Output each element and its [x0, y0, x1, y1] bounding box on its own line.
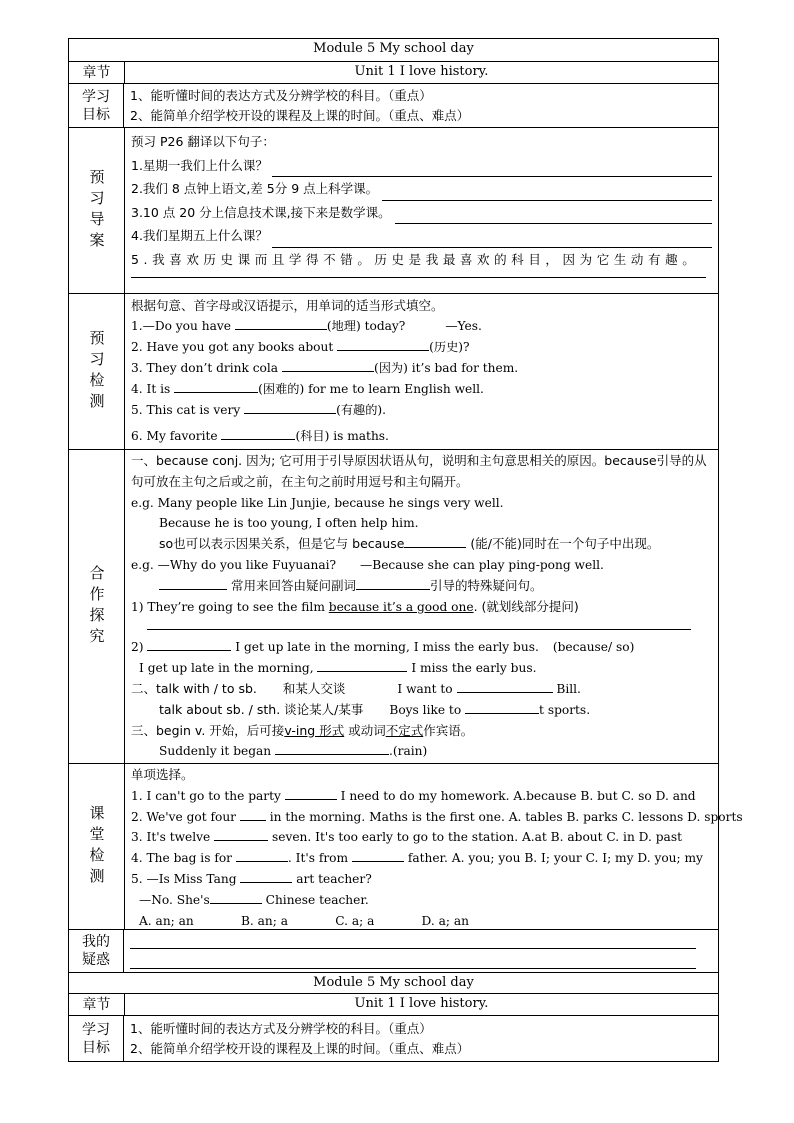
- example-sentence: Because he is too young, I often help him.: [159, 516, 419, 531]
- section-label: 章节: [69, 994, 125, 1015]
- goals-label: 学习目标: [69, 84, 124, 127]
- goal-item: 1、能听懂时间的表达方式及分辨学校的科目。（重点）: [130, 88, 432, 103]
- translate-item: 2.我们 8 点钟上语文,差 5分 9 点上科学课。: [131, 177, 712, 201]
- answer-blank[interactable]: [404, 534, 466, 548]
- preview-check-body: [125, 294, 718, 449]
- unit-row-repeat: [69, 993, 718, 1015]
- fill-item: 2. Have you got any books about (历史)?: [131, 337, 712, 358]
- answer-blank[interactable]: [285, 786, 337, 800]
- answer-blank[interactable]: [221, 426, 295, 440]
- fill-item: 5. This cat is very (有趣的).: [131, 400, 712, 421]
- answer-blank[interactable]: [275, 741, 389, 755]
- answer-blank[interactable]: [317, 658, 407, 672]
- answer-blank[interactable]: [465, 700, 539, 714]
- fill-item: 3. They don’t drink cola (因为) it’s bad for them.: [131, 358, 712, 379]
- class-check-row: [69, 763, 743, 929]
- answer-blank[interactable]: [240, 869, 292, 883]
- preview-guide-row: [69, 127, 718, 293]
- task-answer-line: [131, 617, 712, 637]
- answer-blank[interactable]: [174, 379, 258, 393]
- answer-blank[interactable]: [395, 209, 712, 224]
- answer-blank[interactable]: [147, 617, 691, 630]
- module-title-row: [69, 39, 718, 61]
- task-item: Suddenly it began .(rain): [131, 741, 712, 762]
- answer-blank[interactable]: [352, 848, 404, 862]
- answer-blank[interactable]: [457, 679, 553, 693]
- module-title-row-repeat: [69, 972, 718, 993]
- answer-blank[interactable]: [235, 316, 327, 330]
- module-title: Module 5 My school day: [313, 41, 474, 56]
- explore-row: [69, 449, 718, 763]
- class-check-label: 课堂检测: [69, 764, 125, 929]
- option[interactable]: C. a; a: [335, 913, 375, 928]
- choice-item: 5. —Is Miss Tang art teacher?: [131, 869, 743, 890]
- fill-item: 1.—Do you have (地理) today? —Yes.: [131, 316, 712, 337]
- example-sentence: e.g. —Why do you like Fuyuanai? —Because she can play ping-pong well.: [131, 557, 604, 572]
- choice-item: 4. The bag is for . It's from father. A. you; you B. I; your C. I; my D. you; my: [131, 848, 743, 869]
- translate-item: 5.我喜欢历史课而且学得不错。历史是我最喜欢的科目，因为它生动有趣。: [131, 251, 700, 267]
- unit-title: Unit 1 I love history.: [354, 64, 489, 79]
- task-item: 二、talk with / to sb. 和某人交谈 I want to Bill.: [131, 680, 581, 696]
- answer-blank[interactable]: [244, 400, 336, 414]
- so-note: so也可以表示因果关系，但是它与 because (能/不能)同时在一个句子中出现。: [159, 536, 660, 552]
- example-sentence: e.g. Many people like Lin Junjie, because he sings very well.: [131, 495, 504, 510]
- module-title: Module 5 My school day: [313, 975, 474, 990]
- preview-guide-label: 预习导案: [69, 128, 125, 293]
- translate-item: 4.我们星期五上什么课？: [131, 224, 712, 248]
- preview-intro: 预习 P26 翻译以下句子：: [131, 134, 275, 149]
- answer-blank[interactable]: [282, 358, 374, 372]
- translate-item: 1.星期一我们上什么课？: [131, 154, 712, 178]
- doubts-body: [124, 930, 718, 972]
- option[interactable]: B. an; a: [240, 913, 289, 928]
- section-label: 章节: [69, 62, 125, 83]
- explore-label: 合作探究: [69, 450, 125, 763]
- goals-label: 学习目标: [69, 1016, 124, 1061]
- preview-check-intro: 根据句意、首字母或汉语提示，用单词的适当形式填空。: [131, 298, 444, 313]
- question-note: 常用来回答由疑问副词 引导的特殊疑问句。: [131, 576, 712, 597]
- preview-check-label: 预习检测: [69, 294, 125, 449]
- goal-item: 1、能听懂时间的表达方式及分辨学校的科目。（重点）: [130, 1021, 432, 1036]
- answer-blank[interactable]: [272, 162, 712, 177]
- goals-body: [124, 84, 718, 127]
- choice-options: [131, 911, 469, 932]
- answer-blank[interactable]: [210, 890, 262, 904]
- goals-body: [124, 1016, 718, 1061]
- choice-item: 2. We've got four in the morning. Maths is the first one. A. tables B. parks C. lessons D. sports: [131, 807, 743, 828]
- task-item: 三、begin v. 开始，后可接v-ing 形式 或动词不定式作宾语。: [131, 722, 474, 738]
- answer-blank[interactable]: [356, 576, 430, 590]
- goals-row: [69, 83, 718, 127]
- goal-item: 2、能简单介绍学校开设的课程及上课的时间。（重点、难点）: [130, 108, 470, 123]
- answer-blank[interactable]: [159, 576, 227, 590]
- doubts-row: [69, 929, 718, 972]
- task-item: 2) I get up late in the morning, I miss the early bus. (because/ so): [131, 637, 712, 658]
- preview-check-row: [69, 293, 718, 449]
- answer-blank[interactable]: [147, 637, 231, 651]
- goal-item: 2、能简单介绍学校开设的课程及上课的时间。（重点、难点）: [130, 1041, 470, 1056]
- choice-item: —No. She's Chinese teacher.: [131, 890, 743, 911]
- fill-item: 6. My favorite (科目) is maths.: [131, 426, 712, 447]
- answer-blank[interactable]: [382, 186, 712, 201]
- explore-body: [125, 450, 718, 763]
- answer-blank[interactable]: [130, 949, 696, 969]
- answer-blank[interactable]: [131, 271, 706, 278]
- unit-row: [69, 61, 718, 83]
- task-item: 1) They’re going to see the film because it’s a good one. (就划线部分提问): [131, 598, 579, 614]
- worksheet-table: [68, 38, 743, 1062]
- preview-guide-body: [125, 128, 718, 293]
- task-item: talk about sb. / sth. 谈论某人/某事 Boys like to t sports.: [159, 701, 591, 717]
- answer-blank[interactable]: [240, 807, 266, 821]
- class-check-body: [125, 764, 749, 929]
- answer-blank[interactable]: [272, 233, 712, 248]
- answer-blank[interactable]: [214, 827, 268, 841]
- answer-blank[interactable]: [130, 930, 696, 949]
- answer-blank[interactable]: [236, 848, 288, 862]
- unit-title: Unit 1 I love history.: [354, 996, 489, 1011]
- task-item: I get up late in the morning, I miss the early bus.: [131, 658, 712, 679]
- choice-item: 3. It's twelve seven. It's too early to go to the station. A.at B. about C. in D. past: [131, 827, 743, 848]
- goals-row-repeat: [69, 1015, 718, 1061]
- class-check-intro: 单项选择。: [131, 767, 194, 782]
- option[interactable]: D. a; an: [421, 913, 469, 928]
- fill-item: 4. It is (困难的) for me to learn English well.: [131, 379, 712, 400]
- answer-blank[interactable]: [337, 337, 429, 351]
- because-note: 一、because conj. 因为; 它可用于引导原因状语从句，说明和主句意思相关的原因。because引导的从句可放在主句之后或之前，在主句之前时用逗号和主句隔开。: [131, 453, 707, 489]
- translate-item: 3.10 点 20 分上信息技术课,接下来是数学课。: [131, 201, 712, 225]
- doubts-label: 我的疑惑: [69, 930, 124, 972]
- option[interactable]: A. an; an: [139, 913, 194, 928]
- choice-item: 1. I can't go to the party I need to do my homework. A.because B. but C. so D. and: [131, 786, 743, 807]
